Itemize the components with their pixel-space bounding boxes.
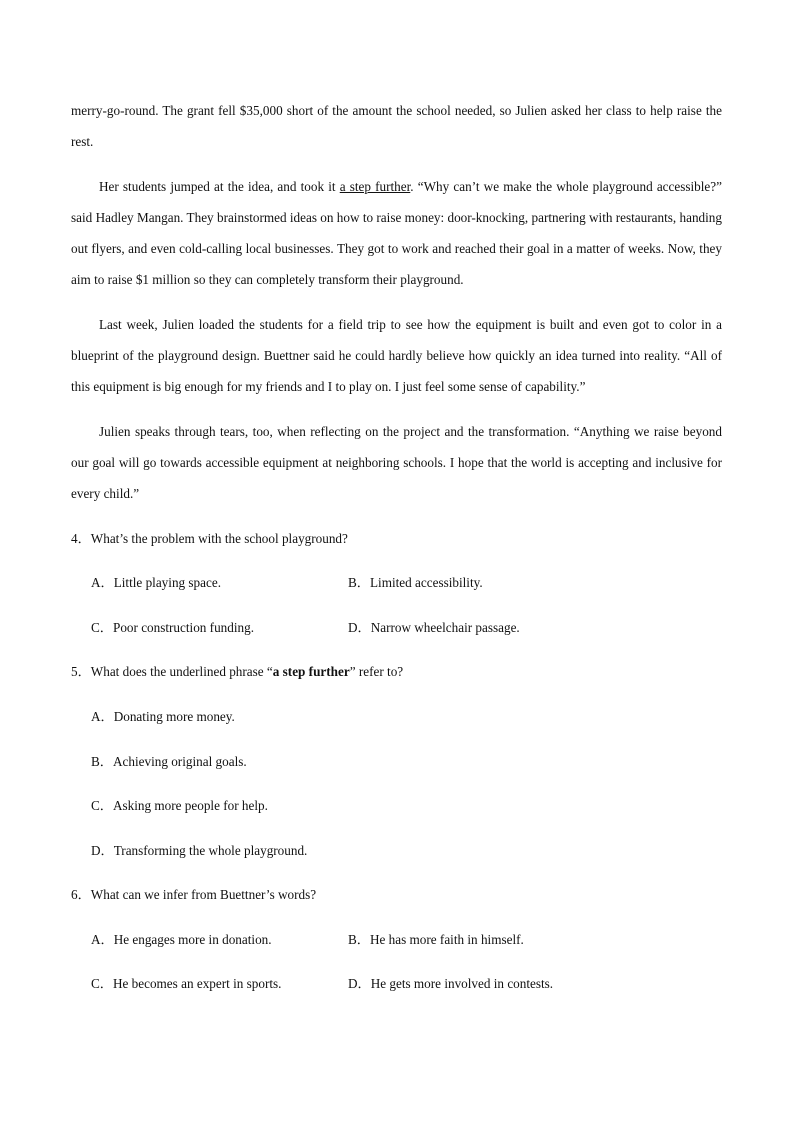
- question-6-option-b[interactable]: B．He has more faith in himself.: [348, 932, 524, 947]
- question-6-option-d[interactable]: D．He gets more involved in contests.: [348, 976, 554, 991]
- question-4-stem: 4．What’s the problem with the school playground?: [71, 531, 348, 546]
- paragraph-2: [71, 171, 722, 295]
- question-5-option-b[interactable]: B．Achieving original goals.: [91, 754, 247, 769]
- question-5-bold-phrase: a step further: [272, 664, 350, 679]
- paragraph-3-text: Last week, Julien loaded the students for a field trip to see how the equipment is built and even got to color in a blueprint of the playground design. Buettner said he could hardly believe how quickly an idea turned into reality. “All of this equipment is big enough for my friends and I to play on. I just feel some sense of capability.”: [71, 317, 722, 394]
- paragraph-4: [71, 416, 722, 509]
- question-6-option-c[interactable]: C．He becomes an expert in sports.: [91, 976, 282, 991]
- paragraph-3: [71, 309, 722, 402]
- question-4-option-d[interactable]: D．Narrow wheelchair passage.: [348, 620, 520, 635]
- question-6-stem: 6．What can we infer from Buettner’s words?: [71, 887, 317, 902]
- question-5-option-a[interactable]: A．Donating more money.: [91, 709, 235, 724]
- question-5-option-c[interactable]: C．Asking more people for help.: [91, 798, 268, 813]
- question-5-stem-end: ” refer to?: [349, 664, 404, 679]
- question-4-option-a[interactable]: A．Little playing space.: [91, 575, 222, 590]
- paragraph-4-text: Julien speaks through tears, too, when reflecting on the project and the transformation. “Anything we raise beyond our goal will go towards accessible equipment at neighboring schools. I hope that the world is accepting and inclusive for every child.”: [71, 424, 722, 501]
- question-4-option-b[interactable]: B．Limited accessibility.: [348, 575, 483, 590]
- question-5-stem: [71, 663, 403, 681]
- question-5-stem-start: 5．What does the underlined phrase “: [71, 664, 273, 679]
- paragraph-1: [71, 95, 722, 157]
- question-6-option-a[interactable]: A．He engages more in donation.: [91, 932, 272, 947]
- question-5-option-d[interactable]: D．Transforming the whole playground.: [91, 843, 308, 858]
- question-4-option-c[interactable]: C．Poor construction funding.: [91, 620, 255, 635]
- underlined-phrase: a step further: [339, 179, 411, 194]
- paragraph-2-text-end: . “Why can’t we make the whole playground accessible?” said Hadley Mangan. They brainstormed ideas on how to raise money: door-knocking, partnering with restaurants, handing out flyers, and even cold-calling local businesses. They got to work and reached their goal in a matter of weeks. Now, they aim to raise $1 million so they can completely transform their playground.: [71, 179, 722, 287]
- paragraph-1-text: merry-go-round. The grant fell $35,000 short of the amount the school needed, so Julien asked her class to help raise the rest.: [71, 103, 722, 149]
- paragraph-2-text-start: Her students jumped at the idea, and took it: [99, 179, 340, 194]
